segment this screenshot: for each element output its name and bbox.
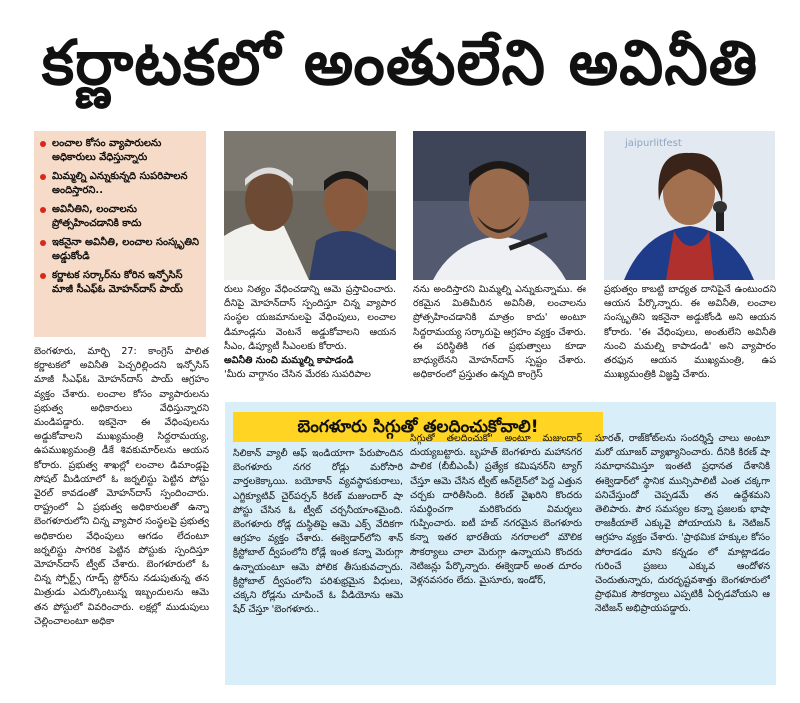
photo-kiran-mazumdar-shaw <box>604 131 775 280</box>
article-column-1 <box>34 345 209 685</box>
highlight-item: లంచాల కోసం వ్యాపారులను అధికారులు వేధిస్తున్నారు <box>40 137 202 165</box>
sidebar-story-column-1 <box>233 447 403 685</box>
highlight-item: ఇకనైనా అవినీతి, లంచాల సంస్కృతిని అడ్డుకోండి <box>40 236 202 264</box>
highlights-box <box>34 131 206 337</box>
article-text: 'మీరు వాగ్దానం చేసిన మేరకు సుపరిపాల <box>224 369 371 381</box>
highlight-item: మిమ్మల్ని ఎన్నుకున్నది సుపరిపాలన అందిస్తారని.. <box>40 170 202 198</box>
photo-mohandas-pai <box>413 131 586 280</box>
article-text: ప్రభుత్వం కాబట్టి బాధ్యత దానిపైనే ఉంటుందని ఆయన పేర్కొన్నారు. ఈ అవినీతి, లంచాల సంస్కృతిని ఇకనైనా అడ్డుకోండి అని ఆయన కోరారు. 'ఈ వేధింపులు, అంతులేని అవినీతి నుంచి మమల్ని కాపాడండి' అని వ్యాపారం తరఫున ఆయన ముఖ్యమంత్రి, ఉప ముఖ్యమంత్రికి విజ్ఞప్తి చేశారు. <box>604 284 776 381</box>
article-subheading: అవినీతి నుంచి మమ్మల్ని కాపాడండి <box>224 355 354 367</box>
headline: కర్ణాటకలో అంతులేని అవినీతి <box>41 26 759 99</box>
story-text: సిగ్గుతో తలదించుకో' అంటూ మజుందార్ దుయ్యబట్టారు. బృహత్ బెంగళూరు మహానగర పాలిక (బీబీఎంపీ) ప్రత్యేక కమిషనర్‌ని ట్యాగ్ చేస్తూ ఆమె చేసిన ట్వీట్ ఆన్‌లైన్‌లో పెద్ద ఎత్తున చర్చకు దారితీసింది. కిరణ్ వైఖరిని కొందరు సమర్థించగా మరికొందరు విమర్శలు గుప్పించారు. ఐటీ హబ్ నగరమైన బెంగళూరు కన్నా ఇతర భారతీయ నగరాలలో మౌలిక సౌకర్యాలు చాలా మెరుగ్గా ఉన్నాయని కొందరు నెటిజన్లు పేర్కొన్నారు. ఈక్వెడార్ అంత దూరం వెళ్లనవసరం లేదు. మైసూరు, ఇండోర్, <box>410 433 582 587</box>
article-column-4 <box>604 283 776 395</box>
sidebar-story-column-2 <box>410 432 582 685</box>
sidebar-story-title: బెంగళూరు సిగ్గుతో తలదించుకోవాలి! <box>233 412 603 442</box>
bullet-icon <box>40 141 46 147</box>
highlight-item: అవినీతిని, లంచాలను ప్రోత్సహించడానికి కాదు <box>40 203 202 231</box>
photo-watermark: jaipurlitfest <box>625 138 682 149</box>
article-text: నను అందిస్తారని మిమ్మల్ని ఎన్నుకున్నాము. ఈ రకమైన మితిమీరిన అవినీతి, లంచాలను ప్రోత్సహించడానికి మాత్రం కాదు' అంటూ సిద్దరామయ్య సర్కారుపై ఆగ్రహం వ్యక్తం చేశారు. ఈ పరిస్థితికి గత ప్రభుత్వాలు కూడా బాధ్యులేనని మోహన్‌దాస్ స్పష్టం చేశారు. అధికారంలో ప్రస్తుతం ఉన్నది కాంగ్రెస్ <box>413 284 586 381</box>
highlight-item: కర్ణాటక సర్కార్‌ను కోరిన ఇన్ఫోసిస్ మాజీ సీఎఫ్ఓ మోహన్‌దాస్ పాయ్ <box>40 269 202 297</box>
photo-politicians <box>224 131 396 280</box>
sidebar-story-column-3 <box>595 432 770 685</box>
story-text: సూరత్, రాజ్‌కోట్‌లను సందర్శిస్తే చాలు అంటూ మరో యూజర్ వ్యాఖ్యానించారు. దీనికి కిరణ్ షా సమాధానమిస్తూ ఇంతటి ప్రధానత దేశానికి ఈక్వెడార్‌లో స్థానిక మున్సిపాలిటీ ఎంత చక్కగా పనిచేస్తుందో చెప్పడమే తన ఉద్దేశమని తెలిపారు. పౌర సమస్యల కన్నా ప్రజలకు భాషా రాజకీయాలే ఎక్కువై పోయాయని ఓ నెటిజన్ ఆగ్రహం వ్యక్తం చేశారు. 'ప్రాథమిక హక్కుల కోసం పోరాడడం మాని కన్నడం లో మాట్లాడడం గురించే ప్రజలు ఎక్కువ ఆందోళన చెందుతున్నారు, దురదృష్టవశాత్తు బెంగళూరులో ప్రాథమిక సౌకర్యాలు ఎప్పటికీ ఏర్పడవోయని ఆ నెటిజన్ అభిప్రాయపడ్డారు. <box>595 433 770 615</box>
bullet-icon <box>40 273 46 279</box>
bullet-icon <box>40 207 46 213</box>
article-text: రులు నిత్యం వేధించడాన్ని ఆమె ప్రస్తావించారు. దీనిపై మోహన్‌దాస్ స్పందిస్తూ చిన్న వ్యాపార సంస్థల యజమానులపై వేధింపులు, లంచాల డిమాండ్లను వెంటనే అడ్డుకోవాలని ఆయన సీఎం, డిప్యూటీ సీఎంలకు కోరారు. <box>224 284 396 352</box>
article-text: బెంగళూరు, మార్చి 27: కాంగ్రెస్ పాలిత కర్ణాటకలో అవినీతి పెచ్చరిల్లిందని ఇన్ఫోసిస్ మాజీ సీఎఫ్ఓ మోహన్‌దాస్ పాయ్ ఆగ్రహం వ్యక్తం చేశారు. లంచాల కోసం వ్యాపారులను ప్రభుత్వ అధికారులు వేధిస్తున్నారని మండిపడ్డారు. ఇకనైనా ఈ వేధింపులను అడ్డుకోవాలని ముఖ్యమంత్రి సిద్దరామయ్య, ఉపముఖ్యమంత్రి డీకే శివకుమార్‌లను ఆయన కోరారు. ప్రభుత్వ శాఖల్లో లంచాల డిమాండ్లపై సోషల్ మీడియాలో ఓ జర్నలిస్టు పెట్టిన పోస్టు వైరల్ కావడంతో మోహన్‌దాస్ స్పందించారు. రాష్ట్రంలో ఏ ప్రభుత్వ అధికారులతో ఉన్నా బెంగళూరులోని చిన్న వ్యాపార సంస్థలపై ప్రభుత్వ అధికారుల వేధింపులు ఆగడం లేదంటూ జర్నలిస్టు సాగరిక పెట్టిన పోస్టుకు స్పందిస్తూ మోహన్‌దాస్ ట్వీట్ చేశారు. బెంగళూరులో ఓ చిన్న స్పోర్ట్స్ గూడ్స్ స్టోర్‌ను నడుపుతున్న తన మిత్రుడు ఎదుర్కొంటున్న ఇబ్బందులను ఆమె తన పోస్టులో వివరించారు. లక్షల్లో ముడుపులు చెల్లించాలంటూ అధికా <box>34 346 209 627</box>
bullet-icon <box>40 240 46 246</box>
article-column-3 <box>413 283 586 395</box>
story-text: సిలికాన్ వ్యాలీ ఆఫ్ ఇండియాగా పేరుపొందిన బెంగళూరు నగర రోడ్లు మరోసారి వార్తలకెక్కాయి. బయోకాన్ వ్యవస్థాపకురాలు, ఎగ్జిక్యూటివ్ చైర్‌పర్సన్ కిరణ్ మజుందార్ షా పోస్టు చేసిన ఓ ట్వీట్ చర్చనీయాంశమైంది. బెంగళూరు రోడ్ల దుస్థితిపై ఆమె ఎక్స్ వేదికగా ఆగ్రహం వ్యక్తం చేశారు. ఈక్వెడార్‌లోని శాన్ క్రిస్టోబాల్ ద్వీపంలోని రోడ్లే ఇంత కన్నా మెరుగ్గా ఉన్నాయంటూ ఆమె పోలిక తీసుకువచ్చారు. క్రిస్టోబాల్ ద్వీపంలోని పరిశుభ్రమైన వీధులు, చక్కని రోడ్లను చూపించే ఓ వీడియోను ఆమె షేర్ చేస్తూ 'బెంగళూరు.. <box>233 448 403 616</box>
article-column-2 <box>224 283 396 395</box>
bullet-icon <box>40 174 46 180</box>
